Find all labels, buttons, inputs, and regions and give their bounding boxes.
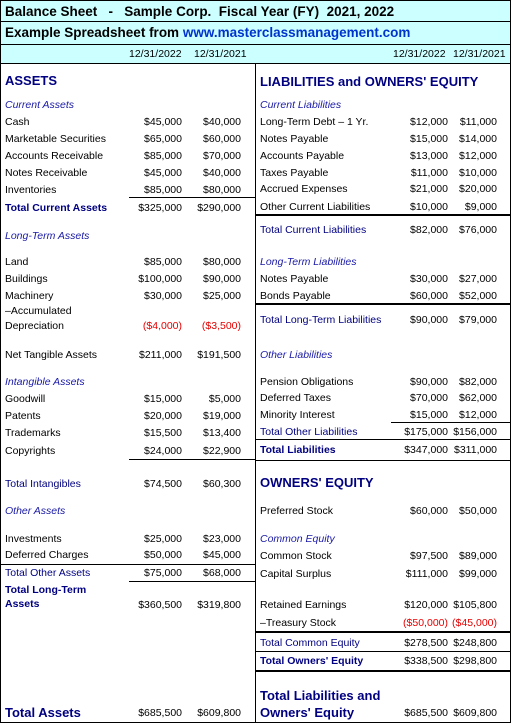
- subtitle-prefix: Example Spreadsheet from: [5, 25, 183, 40]
- value-2022: $15,500: [144, 427, 182, 439]
- row-label: Deferred Taxes: [260, 392, 332, 404]
- row-label: Common Stock: [260, 550, 332, 562]
- row-label: Taxes Payable: [260, 167, 329, 179]
- value-2022: $685,500: [138, 707, 182, 719]
- value-2021: $311,000: [453, 444, 497, 456]
- value-2022: $97,500: [410, 550, 448, 562]
- value-2021: $9,000: [464, 201, 497, 213]
- value-2021: $82,000: [459, 376, 497, 388]
- section-rule: [256, 460, 510, 461]
- value-2021: $40,000: [203, 116, 241, 128]
- row-label: Deferred Charges: [5, 549, 89, 561]
- section-label: Intangible Assets: [5, 376, 85, 388]
- value-2021: $19,000: [203, 410, 241, 422]
- value-2022: $45,000: [144, 167, 182, 179]
- value-2021: $248,800: [453, 637, 497, 649]
- value-2022: $360,500: [138, 599, 182, 611]
- value-2022: $120,000: [404, 599, 448, 611]
- value-2022: $30,000: [144, 290, 182, 302]
- value-2021: $609,800: [453, 707, 497, 719]
- value-2022: $85,000: [144, 150, 182, 162]
- value-2021: $68,000: [203, 567, 241, 579]
- sum-rule: [256, 670, 510, 672]
- value-2022: $338,500: [404, 655, 448, 667]
- row-label: Total Current Liabilities: [260, 224, 367, 236]
- date-header-2021: 12/31/2021: [453, 48, 506, 60]
- value-2022: $175,000: [404, 426, 448, 438]
- value-2022: $347,000: [404, 444, 448, 456]
- value-2022: $21,000: [410, 183, 448, 195]
- value-2021: $105,800: [453, 599, 497, 611]
- value-2021: $70,000: [203, 150, 241, 162]
- row-label: Total Long-Term Liabilities: [260, 314, 382, 326]
- value-2022: $60,000: [410, 290, 448, 302]
- value-2022: $50,000: [144, 549, 182, 561]
- value-2022: $20,000: [144, 410, 182, 422]
- value-2022: ($4,000): [142, 320, 182, 332]
- sum-rule: [256, 439, 510, 440]
- row-label: Total Intangibles: [5, 478, 81, 490]
- value-2021: $23,000: [203, 533, 241, 545]
- value-2021: ($3,500): [201, 320, 241, 332]
- value-2021: $22,900: [203, 445, 241, 457]
- row-label: Total Other Assets: [5, 567, 91, 579]
- value-2021: $609,800: [197, 707, 241, 719]
- value-2022: $24,000: [144, 445, 182, 457]
- row-label: –Treasury Stock: [260, 617, 337, 629]
- row-label: Accrued Expenses: [260, 183, 348, 195]
- value-2021: $20,000: [459, 183, 497, 195]
- value-2021: $40,000: [203, 167, 241, 179]
- value-2022: $82,000: [410, 224, 448, 236]
- value-2021: $99,000: [459, 568, 497, 580]
- value-2022: $85,000: [144, 256, 182, 268]
- value-2022: $60,000: [410, 505, 448, 517]
- value-2021: $52,000: [459, 290, 497, 302]
- row-label: Marketable Securities: [5, 133, 106, 145]
- value-2021: $89,000: [459, 550, 497, 562]
- value-2021: $156,000: [453, 426, 497, 438]
- value-2022: $11,000: [410, 167, 448, 179]
- sum-rule: [129, 197, 255, 198]
- value-2021: $298,800: [453, 655, 497, 667]
- row-label: Trademarks: [5, 427, 61, 439]
- sum-rule: [129, 459, 255, 460]
- row-label: Net Tangible Assets: [5, 349, 98, 361]
- section-label: Other Liabilities: [260, 349, 333, 361]
- value-2022: $278,500: [404, 637, 448, 649]
- value-2021: $80,000: [203, 256, 241, 268]
- value-2021: $14,000: [459, 133, 497, 145]
- row-label: Copyrights: [5, 445, 56, 457]
- row-label: Total Common Equity: [260, 637, 360, 649]
- section-label: Long-Term Assets: [5, 230, 90, 242]
- value-2022: $30,000: [410, 273, 448, 285]
- value-2022: $100,000: [138, 273, 182, 285]
- value-2022: $10,000: [410, 201, 448, 213]
- section-label: Long-Term Liabilities: [260, 256, 357, 268]
- row-label: Total Long-Term Assets: [5, 584, 87, 610]
- sum-rule: [256, 214, 510, 216]
- value-2021: $319,800: [197, 599, 241, 611]
- value-2022: $111,000: [405, 568, 448, 580]
- value-2021: $62,000: [459, 392, 497, 404]
- row-label: Long-Term Debt – 1 Yr.: [260, 116, 369, 128]
- section-label: Current Liabilities: [260, 99, 342, 111]
- value-2022: $70,000: [410, 392, 448, 404]
- value-2022: $75,000: [144, 567, 182, 579]
- row-label: Goodwill: [5, 393, 46, 405]
- row-label: Patents: [5, 410, 41, 422]
- column-divider: [255, 64, 256, 722]
- value-2021: ($45,000): [452, 617, 497, 629]
- sheet-title: Balance Sheet - Sample Corp. Fiscal Year (FY) 2021, 2022: [1, 1, 510, 22]
- row-label: Total Current Assets: [5, 202, 108, 214]
- value-2021: $90,000: [203, 273, 241, 285]
- row-label: Capital Surplus: [260, 568, 332, 580]
- value-2021: $11,000: [459, 116, 497, 128]
- sum-rule: [1, 564, 255, 565]
- row-label: Notes Payable: [260, 133, 329, 145]
- section-label: Common Equity: [260, 533, 335, 545]
- row-label: Buildings: [5, 273, 48, 285]
- row-label: Total Assets: [5, 705, 81, 720]
- value-2022: $74,500: [144, 478, 182, 490]
- value-2022: $90,000: [410, 376, 448, 388]
- value-2022: $15,000: [144, 393, 182, 405]
- value-2022: $90,000: [410, 314, 448, 326]
- value-2022: $325,000: [138, 202, 182, 214]
- row-label: Notes Payable: [260, 273, 329, 285]
- value-2021: $25,000: [203, 290, 241, 302]
- row-label: Accounts Payable: [260, 150, 345, 162]
- date-header-row: [1, 44, 510, 64]
- sum-rule: [256, 651, 510, 652]
- site-link[interactable]: www.masterclassmanagement.com: [182, 25, 411, 40]
- value-2021: $12,000: [459, 409, 497, 421]
- row-label: Accounts Receivable: [5, 150, 104, 162]
- row-label: Minority Interest: [260, 409, 335, 421]
- value-2021: $290,000: [197, 202, 241, 214]
- date-header-2021: 12/31/2021: [194, 48, 247, 60]
- sum-rule: [256, 303, 510, 305]
- row-label: Other Current Liabilities: [260, 201, 371, 213]
- assets-heading: ASSETS: [5, 73, 58, 88]
- row-label: Machinery: [5, 290, 54, 302]
- row-label: Total Owners' Equity: [260, 655, 364, 667]
- value-2022: $25,000: [144, 533, 182, 545]
- value-2022: $15,000: [410, 409, 448, 421]
- value-2022: $85,000: [144, 184, 182, 196]
- value-2021: $5,000: [208, 393, 241, 405]
- row-label: Total Other Liabilities: [260, 426, 358, 438]
- section-label: Current Assets: [5, 99, 75, 111]
- row-label: Total Liabilities and Owners' Equity: [260, 688, 381, 720]
- date-header-2022: 12/31/2022: [129, 48, 182, 60]
- value-2022: $65,000: [144, 133, 182, 145]
- liabilities-heading: LIABILITIES and OWNERS' EQUITY: [260, 74, 479, 89]
- value-2021: $60,000: [203, 133, 241, 145]
- value-2022: ($50,000): [403, 617, 448, 629]
- value-2021: $12,000: [459, 150, 497, 162]
- row-label: Cash: [5, 116, 30, 128]
- row-label: Bonds Payable: [260, 290, 331, 302]
- value-2022: $45,000: [144, 116, 182, 128]
- value-2022: $15,000: [410, 133, 448, 145]
- row-label: Inventories: [5, 184, 57, 196]
- equity-heading: OWNERS' EQUITY: [260, 475, 374, 490]
- value-2021: $60,300: [203, 478, 241, 490]
- row-label: Pension Obligations: [260, 376, 354, 388]
- section-label: Other Assets: [5, 505, 66, 517]
- value-2022: $685,500: [404, 707, 448, 719]
- row-label: Retained Earnings: [260, 599, 347, 611]
- row-label: Investments: [5, 533, 62, 545]
- value-2022: $12,000: [410, 116, 448, 128]
- value-2021: $13,400: [203, 427, 241, 439]
- date-header-2022: 12/31/2022: [393, 48, 446, 60]
- value-2022: $13,000: [410, 150, 448, 162]
- value-2021: $80,000: [203, 184, 241, 196]
- value-2021: $45,000: [203, 549, 241, 561]
- sum-rule: [391, 422, 510, 423]
- row-label: Total Liabilities: [260, 444, 336, 456]
- value-2022: $211,000: [138, 349, 182, 361]
- sum-rule: [129, 581, 255, 582]
- row-label: Notes Receivable: [5, 167, 88, 179]
- value-2021: $79,000: [459, 314, 497, 326]
- sum-rule: [256, 631, 510, 633]
- value-2021: $27,000: [459, 273, 497, 285]
- row-label: –Accumulated Depreciation: [5, 305, 72, 332]
- value-2021: $50,000: [459, 505, 497, 517]
- value-2021: $76,000: [459, 224, 497, 236]
- value-2021: $191,500: [197, 349, 241, 361]
- value-2021: $10,000: [459, 167, 497, 179]
- row-label: Preferred Stock: [260, 505, 333, 517]
- sheet-subtitle: [1, 22, 510, 44]
- row-label: Land: [5, 256, 29, 268]
